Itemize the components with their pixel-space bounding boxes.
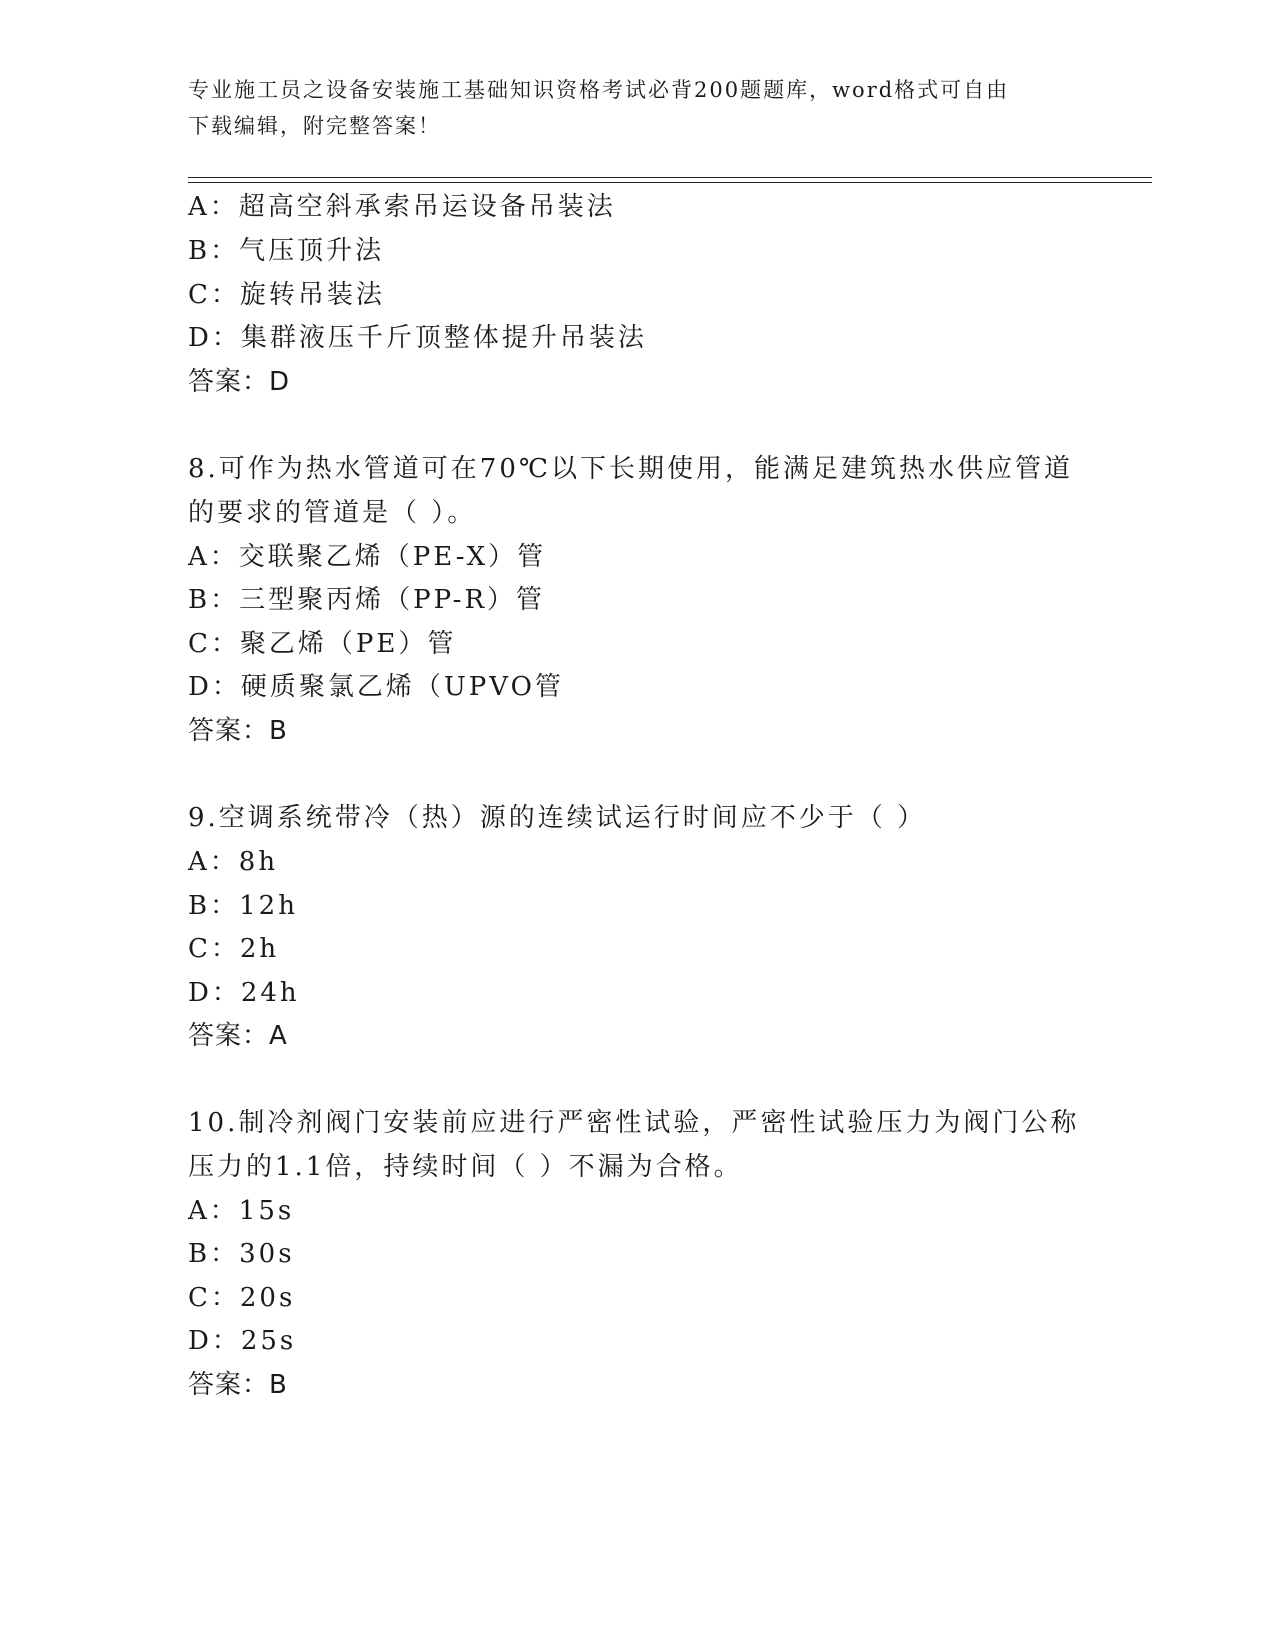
- header-line-2: 下载编辑，附完整答案！: [188, 114, 441, 138]
- q7-option-a: A：超高空斜承索吊运设备吊装法: [188, 192, 616, 222]
- q10-stem-line-1: 10.制冷剂阀门安装前应进行严密性试验，严密性试验压力为阀门公称: [188, 1108, 1080, 1138]
- q10-option-c: C：20s: [188, 1283, 296, 1313]
- q7-option-d: D：集群液压千斤顶整体提升吊装法: [188, 323, 647, 353]
- q10-answer: 答案：B: [188, 1370, 288, 1400]
- document-header: [188, 72, 1088, 144]
- q10-stem-line-2: 压力的1.1倍，持续时间（ ）不漏为合格。: [188, 1152, 743, 1182]
- q8-stem-line-1: 8.可作为热水管道可在70℃以下长期使用，能满足建筑热水供应管道: [188, 454, 1073, 484]
- q9-option-a: A：8h: [188, 847, 279, 877]
- q8-answer: 答案：B: [188, 716, 288, 746]
- header-divider-bottom: [188, 182, 1152, 183]
- q9-option-d: D：24h: [188, 978, 300, 1008]
- q8-option-b: B：三型聚丙烯（PP-R）管: [188, 585, 546, 615]
- q8-stem-line-2: 的要求的管道是（ ）。: [188, 498, 477, 528]
- q7-answer: 答案：D: [188, 367, 291, 397]
- q7-option-c: C：旋转吊装法: [188, 280, 385, 310]
- q10-option-d: D：25s: [188, 1326, 297, 1356]
- q10-option-b: B：30s: [188, 1239, 295, 1269]
- q8-option-a: A：交联聚乙烯（PE-X）管: [188, 542, 547, 572]
- q8-option-c: C：聚乙烯（PE）管: [188, 629, 457, 659]
- q7-option-b: B：气压顶升法: [188, 236, 385, 266]
- q9-option-b: B：12h: [188, 891, 298, 921]
- q10-option-a: A：15s: [188, 1196, 295, 1226]
- q8-option-d: D：硬质聚氯乙烯（UPVO管: [188, 672, 564, 702]
- header-line-1: 专业施工员之设备安装施工基础知识资格考试必背200题题库，word格式可自由: [188, 78, 1010, 102]
- q9-option-c: C：2h: [188, 934, 280, 964]
- q9-answer: 答案：A: [188, 1021, 288, 1051]
- q9-stem-line-1: 9.空调系统带冷（热）源的连续试运行时间应不少于（ ）: [188, 803, 927, 833]
- header-divider-top: [188, 177, 1152, 178]
